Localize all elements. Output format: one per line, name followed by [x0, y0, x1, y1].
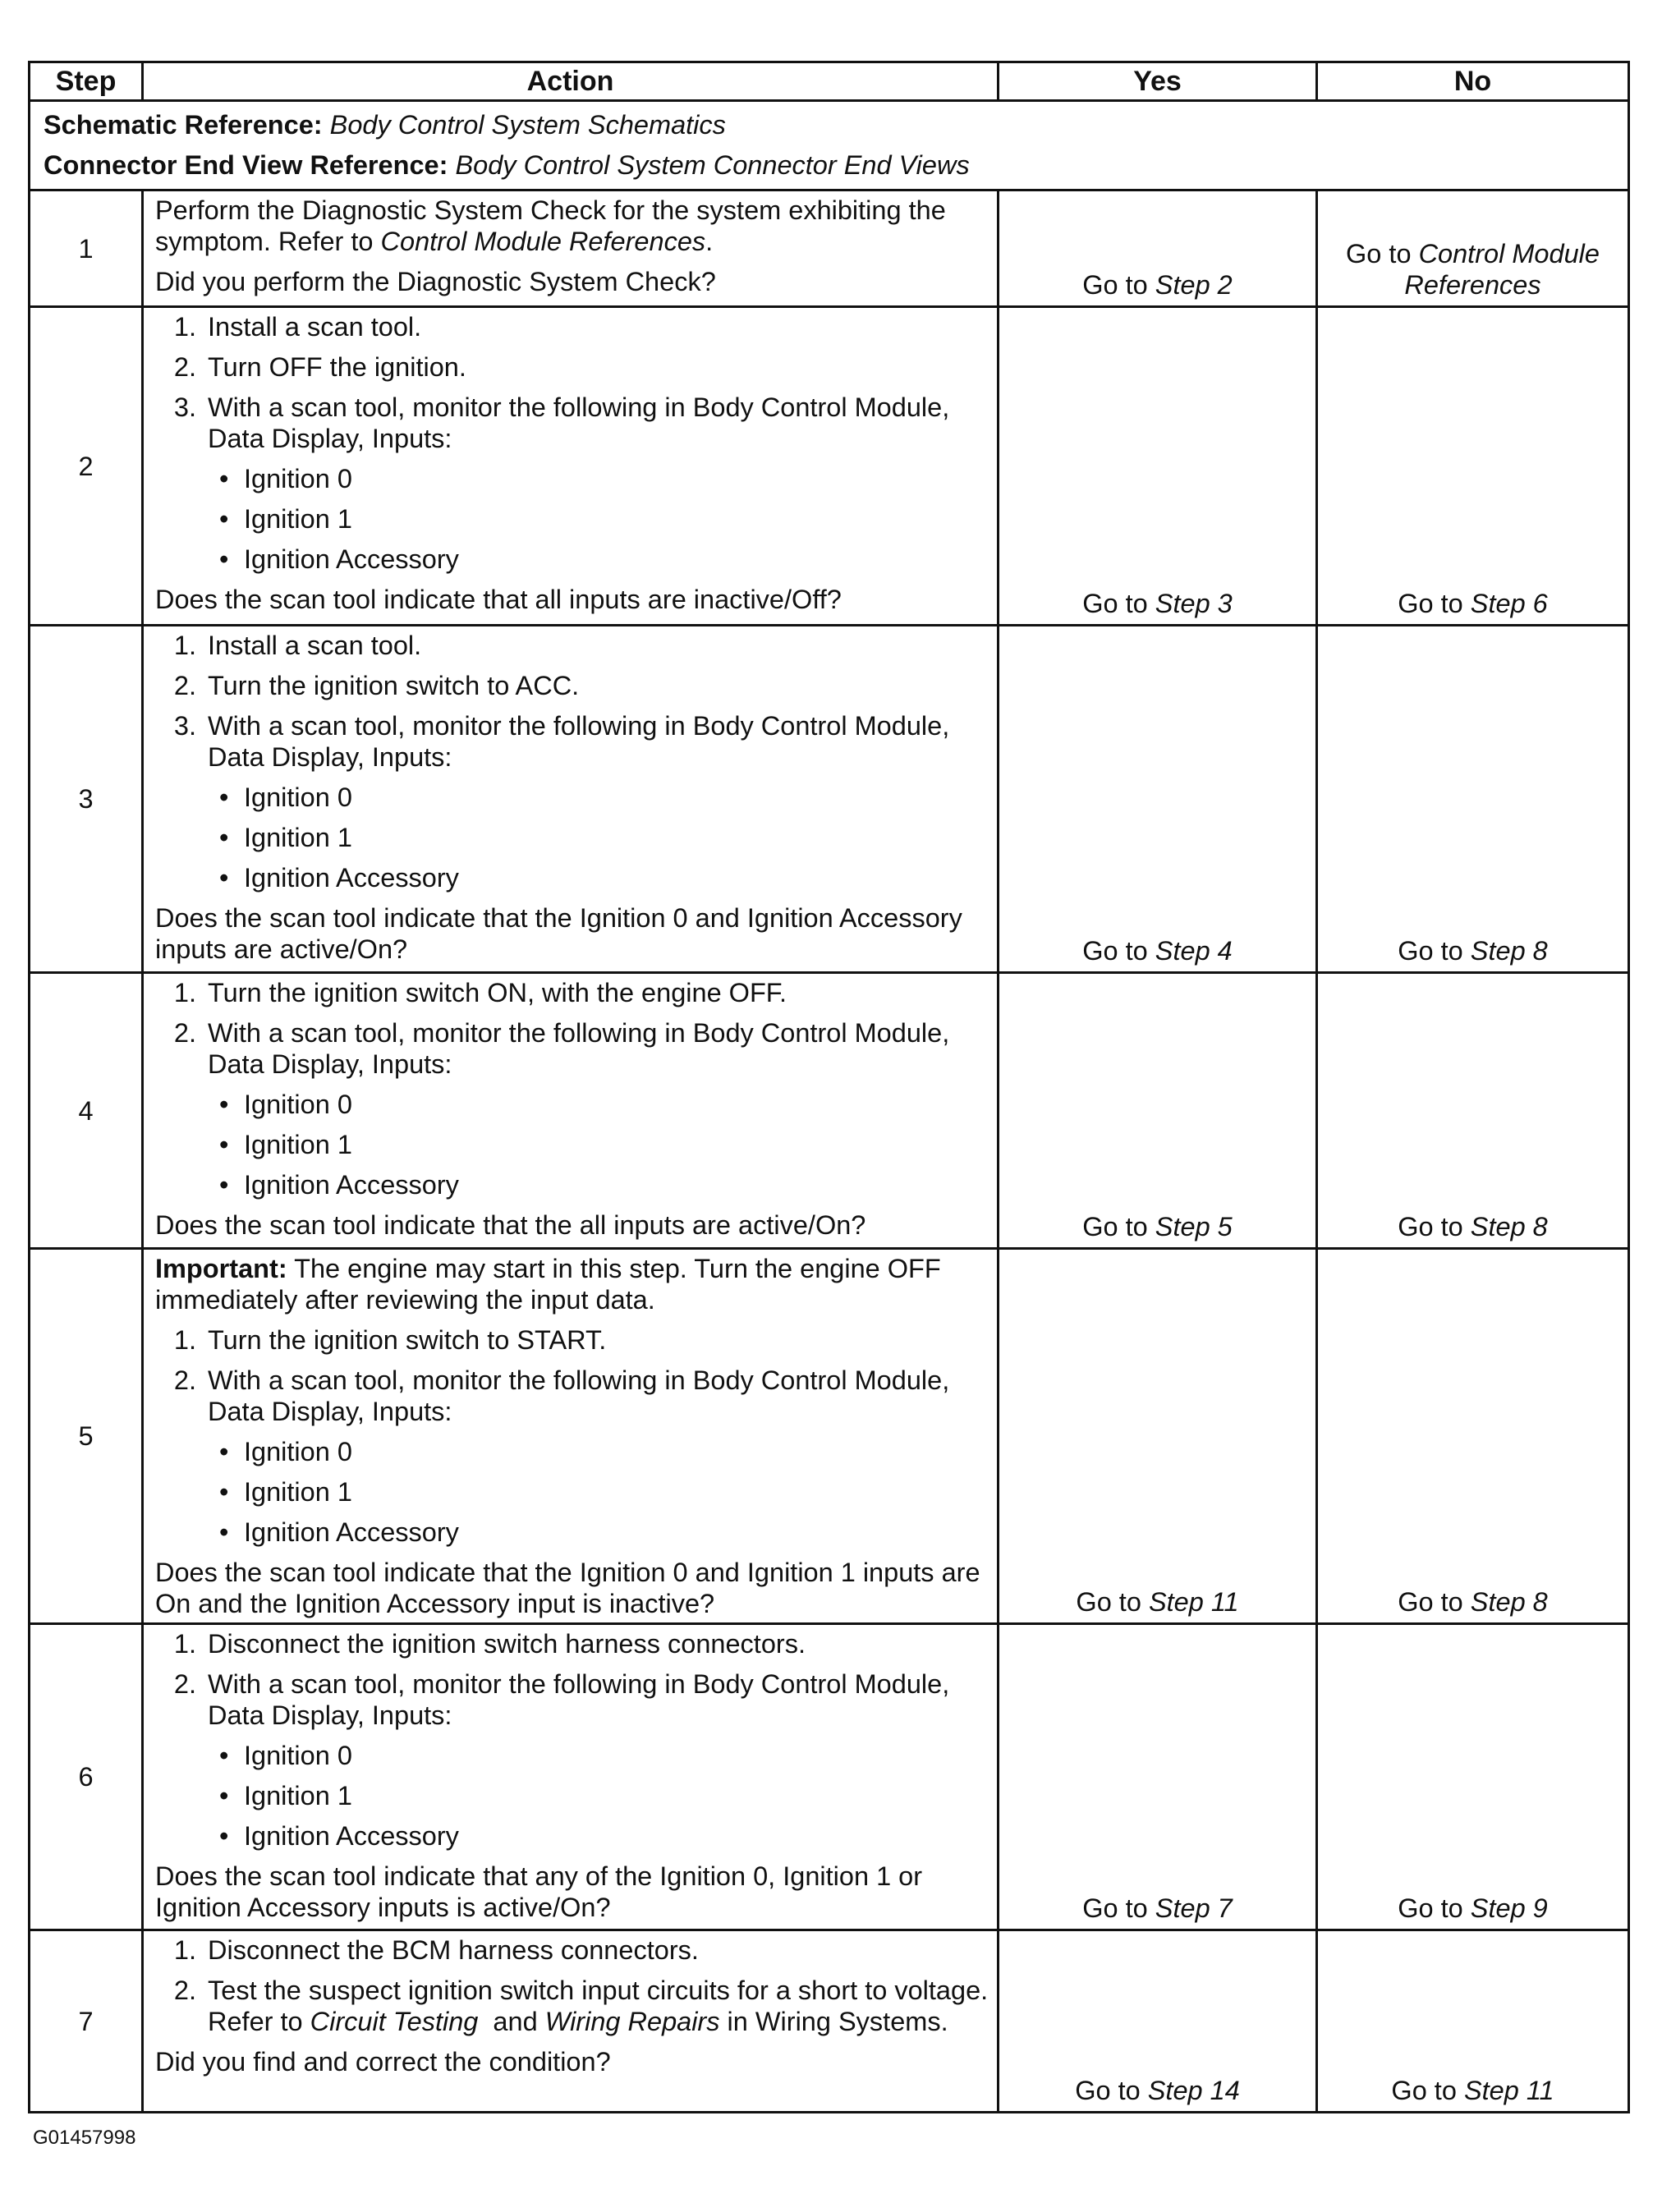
bullet-item: • Ignition 1 [219, 1477, 352, 1507]
question-text: Does the scan tool indicate that the Ignition 0 and Ignition Accessory inputs are active/On? [155, 903, 962, 964]
bullet-item: • Ignition 0 [219, 1741, 352, 1770]
action-cell [143, 1930, 999, 2113]
list-item: 1. Install a scan tool. [173, 631, 422, 660]
list-item: 1. Turn the ignition switch to START. [173, 1325, 607, 1355]
no-cell: Go to Step 11 [1317, 1930, 1629, 2113]
step-row [30, 626, 1629, 973]
bullet-item: • Ignition 1 [219, 1781, 352, 1810]
no-cell: Go to Step 8 [1317, 626, 1629, 973]
action-cell [143, 1249, 999, 1624]
no-cell: Go to Step 9 [1317, 1624, 1629, 1930]
yes-cell: Go to Step 4 [999, 626, 1317, 973]
no-cell: Go to Step 6 [1317, 307, 1629, 626]
yes-cell: Go to Step 14 [999, 1930, 1317, 2113]
list-item: 2. Turn OFF the ignition. [173, 352, 466, 382]
action-cell [143, 626, 999, 973]
no-cell: Go to Step 8 [1317, 973, 1629, 1249]
bullet-item: • Ignition 0 [219, 1090, 352, 1119]
step-number: 6 [30, 1624, 143, 1930]
list-item: 2. With a scan tool, monitor the following in Body Control Module, Data Display, Inputs: [173, 1018, 950, 1079]
bullet-item: • Ignition Accessory [219, 1170, 459, 1200]
diagnostic-table [28, 61, 1630, 2113]
reference-row [30, 101, 1629, 190]
action-cell [143, 973, 999, 1249]
reference-cell [30, 101, 1629, 190]
schematic-reference: Schematic Reference: Body Control System Schematics [44, 110, 726, 140]
list-item: 2. Turn the ignition switch to ACC. [173, 671, 580, 700]
header-action: Action [143, 62, 999, 101]
bullet-item: • Ignition 0 [219, 464, 352, 493]
header-row [30, 62, 1629, 101]
yes-cell: Go to Step 7 [999, 1624, 1317, 1930]
question-text: Does the scan tool indicate that the all inputs are active/On? [155, 1210, 866, 1240]
step-number: 5 [30, 1249, 143, 1624]
bullet-item: • Ignition 0 [219, 1437, 352, 1466]
list-item: 1. Install a scan tool. [173, 312, 422, 342]
step-row [30, 1624, 1629, 1930]
bullet-item: • Ignition 1 [219, 504, 352, 534]
header-step: Step [30, 62, 143, 101]
yes-cell: Go to Step 2 [999, 190, 1317, 307]
action-text: Perform the Diagnostic System Check for the system exhibiting the symptom. Refer to Control Module References. [155, 195, 946, 256]
action-cell [143, 1624, 999, 1930]
yes-cell: Go to Step 5 [999, 973, 1317, 1249]
list-item: 2. With a scan tool, monitor the following in Body Control Module, Data Display, Inputs: [173, 1669, 950, 1730]
list-item: 2. Test the suspect ignition switch input circuits for a short to voltage. Refer to Circuit Testing and Wiring Repairs in Wiring Systems. [173, 1976, 989, 2036]
question-text: Does the scan tool indicate that any of the Ignition 0, Ignition 1 or Ignition Accessory inputs is active/On? [155, 1861, 923, 1922]
no-cell: Go to Control Module References [1317, 190, 1629, 307]
bullet-item: • Ignition Accessory [219, 1517, 459, 1547]
yes-cell: Go to Step 11 [999, 1249, 1317, 1624]
step-number: 3 [30, 626, 143, 973]
connector-reference: Connector End View Reference: Body Control System Connector End Views [44, 150, 970, 180]
list-item: 1. Disconnect the BCM harness connectors. [173, 1935, 699, 1965]
question-text: Does the scan tool indicate that all inputs are inactive/Off? [155, 585, 842, 614]
step-number: 4 [30, 973, 143, 1249]
list-item: 1. Turn the ignition switch ON, with the engine OFF. [173, 978, 787, 1007]
step-row [30, 190, 1629, 307]
list-item: 2. With a scan tool, monitor the following in Body Control Module, Data Display, Inputs: [173, 1365, 950, 1426]
figure-code: G01457998 [33, 2127, 136, 2149]
important-note: Important: The engine may start in this step. Turn the engine OFF immediately after reviewing the input data. [155, 1254, 941, 1315]
step-number: 2 [30, 307, 143, 626]
bullet-item: • Ignition Accessory [219, 1821, 459, 1851]
bullet-item: • Ignition 1 [219, 823, 352, 852]
question-text: Did you find and correct the condition? [155, 2047, 611, 2077]
step-row [30, 1930, 1629, 2113]
step-row [30, 1249, 1629, 1624]
header-yes: Yes [999, 62, 1317, 101]
question-text: Does the scan tool indicate that the Ignition 0 and Ignition 1 inputs are On and the Ignition Accessory input is inactive? [155, 1558, 980, 1618]
action-cell [143, 190, 999, 307]
bullet-item: • Ignition Accessory [219, 544, 459, 574]
header-no: No [1317, 62, 1629, 101]
step-number: 7 [30, 1930, 143, 2113]
action-cell [143, 307, 999, 626]
bullet-item: • Ignition 0 [219, 782, 352, 812]
question-text: Did you perform the Diagnostic System Check? [155, 267, 716, 296]
step-row [30, 307, 1629, 626]
bullet-item: • Ignition Accessory [219, 863, 459, 893]
list-item: 1. Disconnect the ignition switch harness connectors. [173, 1629, 806, 1659]
step-row [30, 973, 1629, 1249]
step-number: 1 [30, 190, 143, 307]
bullet-item: • Ignition 1 [219, 1130, 352, 1159]
no-cell: Go to Step 8 [1317, 1249, 1629, 1624]
yes-cell: Go to Step 3 [999, 307, 1317, 626]
list-item: 3. With a scan tool, monitor the following in Body Control Module, Data Display, Inputs: [173, 392, 950, 453]
list-item: 3. With a scan tool, monitor the following in Body Control Module, Data Display, Inputs: [173, 711, 950, 772]
